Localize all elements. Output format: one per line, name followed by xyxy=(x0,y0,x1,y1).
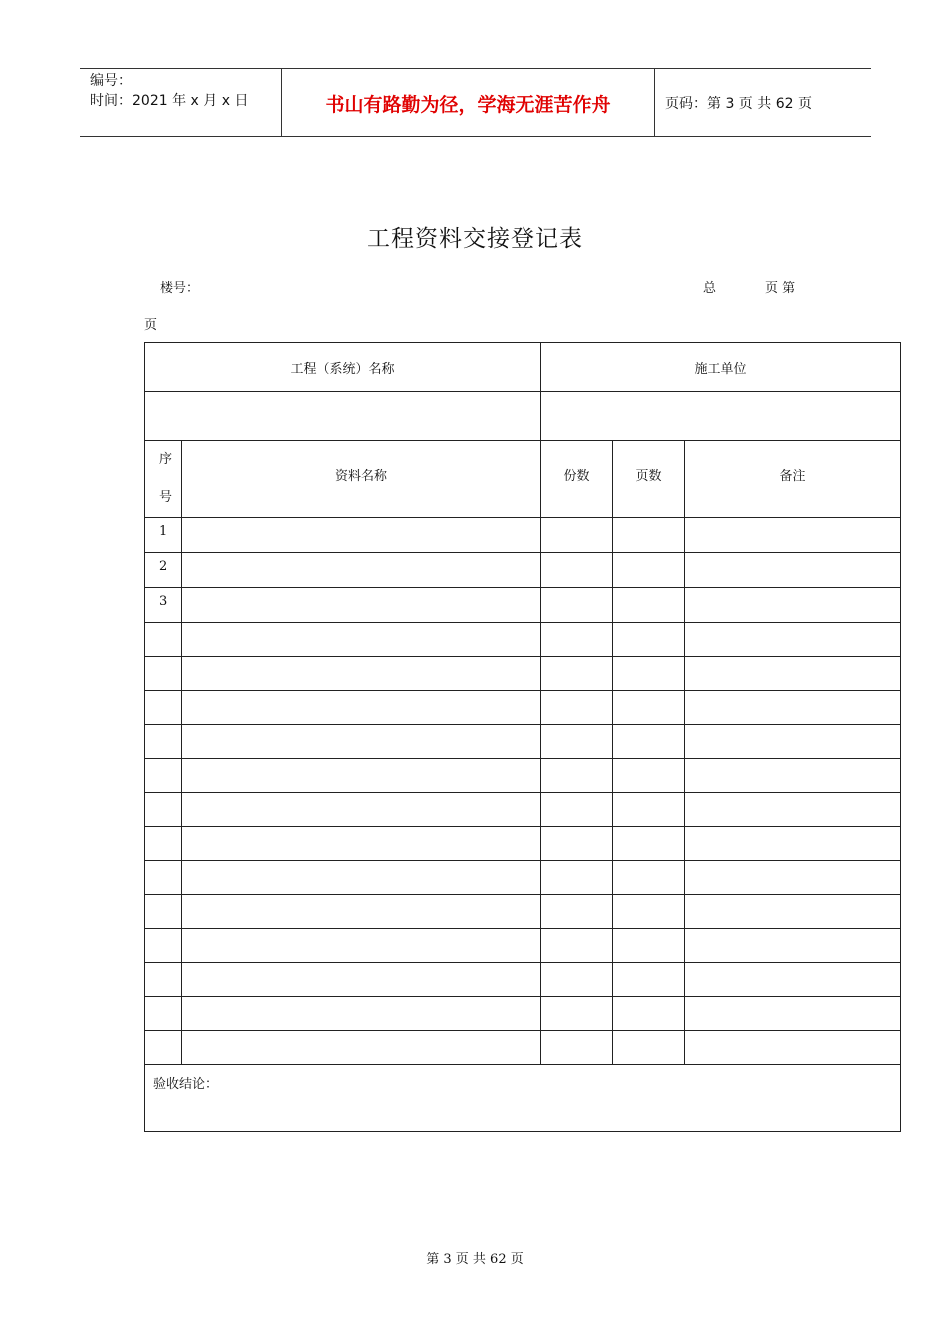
row-remarks-cell[interactable] xyxy=(685,1031,901,1065)
total-label: 总 xyxy=(703,281,717,296)
row-pages-cell[interactable] xyxy=(613,1031,685,1065)
row-seq-cell: 1 xyxy=(145,518,182,553)
header-motto: 书山有路勤为径，学海无涯苦作舟 xyxy=(325,94,611,116)
row-material-name-cell[interactable] xyxy=(182,725,541,759)
row-remarks-cell[interactable] xyxy=(685,929,901,963)
page-of-label: 页 第 xyxy=(765,281,796,296)
project-value-row xyxy=(145,392,901,441)
row-copies-cell[interactable] xyxy=(541,895,613,929)
row-pages-cell[interactable] xyxy=(613,691,685,725)
row-seq-cell xyxy=(145,1031,182,1065)
table-row xyxy=(145,997,901,1031)
header-divider-right xyxy=(654,68,655,136)
row-remarks-cell[interactable] xyxy=(685,963,901,997)
row-material-name-cell[interactable] xyxy=(182,895,541,929)
row-material-name-cell[interactable] xyxy=(182,623,541,657)
row-remarks-cell[interactable] xyxy=(685,518,901,553)
row-remarks-cell[interactable] xyxy=(685,827,901,861)
row-pages-cell[interactable] xyxy=(613,793,685,827)
row-seq-cell xyxy=(145,725,182,759)
remarks-header: 备注 xyxy=(685,441,901,518)
row-seq-cell xyxy=(145,827,182,861)
row-material-name-cell[interactable] xyxy=(182,588,541,623)
row-pages-cell[interactable] xyxy=(613,657,685,691)
row-remarks-cell[interactable] xyxy=(685,588,901,623)
row-material-name-cell[interactable] xyxy=(182,861,541,895)
row-material-name-cell[interactable] xyxy=(182,1031,541,1065)
contractor-header: 施工单位 xyxy=(541,343,901,392)
table-row xyxy=(145,929,901,963)
row-material-name-cell[interactable] xyxy=(182,657,541,691)
table-row xyxy=(145,793,901,827)
header-bottom-rule xyxy=(80,136,871,137)
row-pages-cell[interactable] xyxy=(613,588,685,623)
row-material-name-cell[interactable] xyxy=(182,793,541,827)
row-pages-cell[interactable] xyxy=(613,861,685,895)
row-copies-cell[interactable] xyxy=(541,759,613,793)
table-row xyxy=(145,1031,901,1065)
row-remarks-cell[interactable] xyxy=(685,997,901,1031)
conclusion-label: 验收结论： xyxy=(153,1077,219,1092)
row-pages-cell[interactable] xyxy=(613,553,685,588)
row-copies-cell[interactable] xyxy=(541,691,613,725)
contractor-value[interactable] xyxy=(541,392,901,441)
row-pages-cell[interactable] xyxy=(613,895,685,929)
conclusion-cell[interactable] xyxy=(145,1065,901,1132)
seq-header-line2: 号 xyxy=(159,490,173,505)
row-copies-cell[interactable] xyxy=(541,997,613,1031)
table-row xyxy=(145,827,901,861)
table-row xyxy=(145,861,901,895)
row-copies-cell[interactable] xyxy=(541,793,613,827)
row-seq-cell xyxy=(145,861,182,895)
row-seq-cell xyxy=(145,759,182,793)
row-material-name-cell[interactable] xyxy=(182,691,541,725)
row-remarks-cell[interactable] xyxy=(685,759,901,793)
row-seq-cell xyxy=(145,691,182,725)
table-row xyxy=(145,725,901,759)
row-pages-cell[interactable] xyxy=(613,725,685,759)
pages-header: 页数 xyxy=(613,441,685,518)
column-header-row xyxy=(145,441,901,518)
header-top-rule xyxy=(80,68,871,69)
table-row xyxy=(145,623,901,657)
row-material-name-cell[interactable] xyxy=(182,827,541,861)
table-row xyxy=(145,963,901,997)
page-suffix-label: 页 xyxy=(144,318,158,333)
project-name-header: 工程（系统）名称 xyxy=(145,343,541,392)
seq-header xyxy=(145,441,182,518)
row-copies-cell[interactable] xyxy=(541,623,613,657)
row-copies-cell[interactable] xyxy=(541,518,613,553)
row-remarks-cell[interactable] xyxy=(685,553,901,588)
header-page-info: 页码：第 3 页 共 62 页 xyxy=(665,96,812,112)
row-seq-cell xyxy=(145,895,182,929)
row-seq-cell: 2 xyxy=(145,553,182,588)
row-seq-cell xyxy=(145,657,182,691)
row-pages-cell[interactable] xyxy=(613,929,685,963)
register-table xyxy=(144,342,901,1132)
copies-header: 份数 xyxy=(541,441,613,518)
row-remarks-cell[interactable] xyxy=(685,725,901,759)
conclusion-row xyxy=(145,1065,901,1132)
row-seq-cell xyxy=(145,963,182,997)
row-remarks-cell[interactable] xyxy=(685,691,901,725)
project-header-row xyxy=(145,343,901,392)
page-footer: 第 3 页 共 62 页 xyxy=(426,1252,524,1267)
row-remarks-cell[interactable] xyxy=(685,623,901,657)
row-material-name-cell[interactable] xyxy=(182,997,541,1031)
project-name-value[interactable] xyxy=(145,392,541,441)
row-remarks-cell[interactable] xyxy=(685,793,901,827)
row-material-name-cell[interactable] xyxy=(182,929,541,963)
table-row xyxy=(145,895,901,929)
row-seq-cell xyxy=(145,997,182,1031)
row-remarks-cell[interactable] xyxy=(685,861,901,895)
code-label: 编号： xyxy=(90,73,132,89)
row-remarks-cell[interactable] xyxy=(685,657,901,691)
table-row xyxy=(145,553,901,588)
row-seq-cell xyxy=(145,793,182,827)
row-copies-cell[interactable] xyxy=(541,827,613,861)
table-row xyxy=(145,588,901,623)
table-row xyxy=(145,691,901,725)
row-material-name-cell[interactable] xyxy=(182,553,541,588)
row-seq-cell xyxy=(145,623,182,657)
row-copies-cell[interactable] xyxy=(541,588,613,623)
row-seq-cell xyxy=(145,929,182,963)
material-name-header: 资料名称 xyxy=(182,441,541,518)
row-remarks-cell[interactable] xyxy=(685,895,901,929)
time-label: 时间：2021 年 x 月 x 日 xyxy=(90,93,249,109)
table-row xyxy=(145,759,901,793)
document-title: 工程资料交接登记表 xyxy=(367,226,583,252)
row-pages-cell[interactable] xyxy=(613,963,685,997)
row-copies-cell[interactable] xyxy=(541,1031,613,1065)
row-seq-cell: 3 xyxy=(145,588,182,623)
row-material-name-cell[interactable] xyxy=(182,963,541,997)
row-pages-cell[interactable] xyxy=(613,827,685,861)
row-copies-cell[interactable] xyxy=(541,553,613,588)
row-material-name-cell[interactable] xyxy=(182,759,541,793)
table-row xyxy=(145,657,901,691)
row-copies-cell[interactable] xyxy=(541,929,613,963)
seq-header-line1: 序 xyxy=(159,452,173,467)
row-pages-cell[interactable] xyxy=(613,759,685,793)
table-row xyxy=(145,518,901,553)
row-pages-cell[interactable] xyxy=(613,518,685,553)
row-copies-cell[interactable] xyxy=(541,861,613,895)
building-label: 楼号： xyxy=(160,281,200,296)
row-copies-cell[interactable] xyxy=(541,963,613,997)
row-material-name-cell[interactable] xyxy=(182,518,541,553)
row-pages-cell[interactable] xyxy=(613,997,685,1031)
header-info xyxy=(90,71,248,111)
row-copies-cell[interactable] xyxy=(541,725,613,759)
row-copies-cell[interactable] xyxy=(541,657,613,691)
row-pages-cell[interactable] xyxy=(613,623,685,657)
